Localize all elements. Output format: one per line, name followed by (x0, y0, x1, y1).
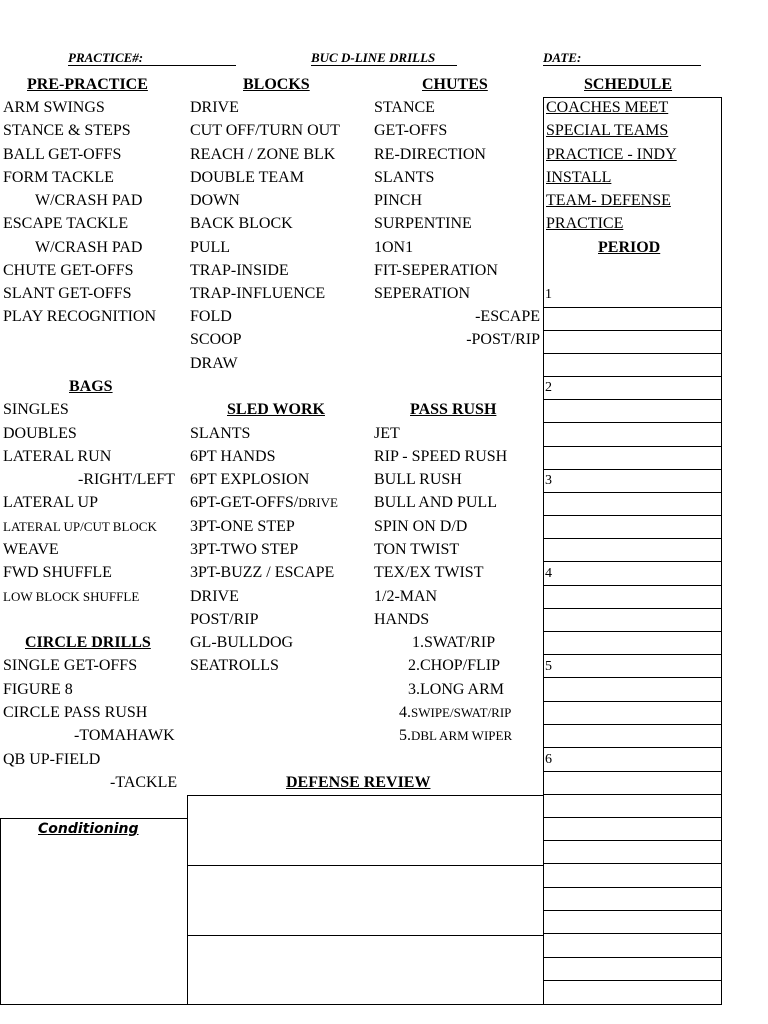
period-row-line (543, 585, 721, 586)
list-item: DRIVE (190, 99, 239, 116)
list-item: BULL RUSH (374, 471, 462, 488)
heading-period: PERIOD (598, 239, 661, 256)
list-item: 3PT-BUZZ / ESCAPE (190, 564, 335, 581)
period-number: 5 (545, 659, 552, 674)
period-row-line (543, 307, 721, 308)
sled-getoffs-drive: DRIVE (298, 495, 338, 510)
pass-rush-num: 4. (399, 704, 411, 721)
period-row-line (543, 654, 721, 655)
list-item (399, 726, 512, 746)
list-item: DOWN (190, 192, 240, 209)
list-item: 3PT-ONE STEP (190, 518, 295, 535)
list-item: PULL (190, 239, 230, 256)
heading-pre-practice: PRE-PRACTICE (27, 76, 148, 93)
period-number: 1 (545, 287, 552, 302)
heading-bags: BAGS (69, 378, 113, 395)
list-item: STANCE & STEPS (3, 122, 131, 139)
list-item: 3.LONG ARM (408, 681, 505, 698)
list-item: JET (374, 425, 400, 442)
heading-chutes: CHUTES (422, 76, 488, 93)
bottom-border (0, 1004, 543, 1005)
period-row-line (543, 376, 721, 377)
list-item: DOUBLES (3, 425, 77, 442)
period-row-line (543, 515, 721, 516)
list-item: 1.SWAT/RIP (412, 634, 496, 651)
period-row-line (543, 863, 721, 864)
list-item: FWD SHUFFLE (3, 564, 112, 581)
period-row-line (543, 399, 721, 400)
list-item: SURPENTINE (374, 215, 472, 232)
conditioning-top-border (0, 818, 187, 819)
schedule-right-border (721, 97, 722, 1005)
list-item: GET-OFFS (374, 122, 448, 139)
period-row-line (543, 887, 721, 888)
list-item: SLANT GET-OFFS (3, 285, 132, 302)
period-row-line (543, 446, 721, 447)
list-item: LATERAL UP/CUT BLOCK (3, 519, 157, 534)
list-item: LOW BLOCK SHUFFLE (3, 589, 140, 604)
list-item: CHUTE GET-OFFS (3, 262, 134, 279)
list-item: LATERAL RUN (3, 448, 112, 465)
schedule-item: INSTALL (546, 169, 612, 186)
list-item: CUT OFF/TURN OUT (190, 122, 340, 139)
list-item: -ESCAPE (475, 308, 540, 325)
date-line (543, 65, 701, 66)
list-item: 1ON1 (374, 239, 414, 256)
defense-review-row-line (187, 865, 543, 866)
period-row-line (543, 1004, 721, 1005)
practice-number-line (68, 65, 236, 66)
period-row-line (543, 771, 721, 772)
pass-rush-num: 5. (399, 727, 411, 744)
list-item: W/CRASH PAD (35, 239, 143, 256)
list-item: -TOMAHAWK (74, 727, 175, 744)
period-row-line (543, 492, 721, 493)
defense-review-left-border (187, 795, 188, 1005)
heading-conditioning: Conditioning (38, 821, 139, 837)
heading-blocks: BLOCKS (243, 76, 310, 93)
period-number: 3 (545, 473, 552, 488)
list-item: FIGURE 8 (3, 681, 73, 698)
schedule-item: SPECIAL TEAMS (546, 122, 669, 139)
list-item: DRAW (190, 355, 238, 372)
list-item: TON TWIST (374, 541, 460, 558)
heading-sled-work: SLED WORK (227, 401, 325, 418)
period-row-line (543, 980, 721, 981)
period-number: 6 (545, 752, 552, 767)
list-item: SLANTS (374, 169, 435, 186)
list-item: DOUBLE TEAM (190, 169, 304, 186)
list-item: HANDS (374, 611, 430, 628)
list-item: FOLD (190, 308, 232, 325)
list-item: FIT-SEPERATION (374, 262, 498, 279)
period-row-line (543, 677, 721, 678)
period-row-line (543, 608, 721, 609)
heading-pass-rush: PASS RUSH (410, 401, 497, 418)
practice-number-label: PRACTICE#: (68, 50, 144, 65)
period-row-line (543, 701, 721, 702)
list-item (399, 703, 511, 723)
list-item: 2.CHOP/FLIP (408, 657, 501, 674)
list-item: PINCH (374, 192, 423, 209)
schedule-item: PRACTICE (546, 215, 624, 232)
list-item: BACK BLOCK (190, 215, 293, 232)
list-item: CIRCLE PASS RUSH (3, 704, 148, 721)
period-row-line (543, 353, 721, 354)
period-row-line (543, 724, 721, 725)
list-item: WEAVE (3, 541, 59, 558)
list-item: BULL AND PULL (374, 494, 497, 511)
list-item: FORM TACKLE (3, 169, 114, 186)
period-row-line (543, 840, 721, 841)
list-item: SEPERATION (374, 285, 471, 302)
list-item: RIP - SPEED RUSH (374, 448, 508, 465)
schedule-left-border (543, 97, 544, 1005)
defense-review-row-line (187, 935, 543, 936)
list-item: SINGLE GET-OFFS (3, 657, 138, 674)
schedule-item: COACHES MEET (546, 99, 669, 116)
list-item: QB UP-FIELD (3, 751, 101, 768)
list-item: SCOOP (190, 331, 242, 348)
list-item: 1/2-MAN (374, 588, 438, 605)
page-title: BUC D-LINE DRILLS (311, 50, 436, 65)
sled-getoffs: 6PT-GET-OFFS/ (190, 494, 299, 511)
period-row-line (543, 422, 721, 423)
period-number: 4 (545, 566, 552, 581)
list-item: LATERAL UP (3, 494, 98, 511)
period-row-line (543, 631, 721, 632)
period-row-line (543, 910, 721, 911)
schedule-item: PRACTICE - INDY (546, 146, 677, 163)
period-row-line (543, 538, 721, 539)
period-row-line (543, 933, 721, 934)
list-item: PLAY RECOGNITION (3, 308, 157, 325)
pass-rush-text: SWIPE/SWAT/RIP (411, 705, 512, 720)
period-row-line (543, 794, 721, 795)
heading-schedule: SCHEDULE (584, 76, 673, 93)
list-item: ESCAPE TACKLE (3, 215, 129, 232)
list-item: RE-DIRECTION (374, 146, 486, 163)
period-row-line (543, 561, 721, 562)
heading-circle-drills: CIRCLE DRILLS (25, 634, 151, 651)
list-item: 6PT EXPLOSION (190, 471, 310, 488)
list-item: SLANTS (190, 425, 251, 442)
list-item: TRAP-INSIDE (190, 262, 289, 279)
list-item: POST/RIP (190, 611, 259, 628)
period-row-line (543, 469, 721, 470)
list-item: TEX/EX TWIST (374, 564, 484, 581)
schedule-top-border (543, 97, 721, 98)
list-item: STANCE (374, 99, 435, 116)
list-item: BALL GET-OFFS (3, 146, 122, 163)
pass-rush-text: DBL ARM WIPER (411, 728, 513, 743)
title-underline (311, 65, 457, 66)
list-item: SPIN ON D/D (374, 518, 468, 535)
list-item: SINGLES (3, 401, 69, 418)
list-item: REACH / ZONE BLK (190, 146, 336, 163)
period-row-line (543, 957, 721, 958)
list-item: W/CRASH PAD (35, 192, 143, 209)
list-item: 6PT HANDS (190, 448, 276, 465)
list-item: DRIVE (190, 588, 239, 605)
heading-defense-review: DEFENSE REVIEW (286, 774, 431, 791)
list-item (190, 493, 338, 513)
list-item: 3PT-TWO STEP (190, 541, 299, 558)
date-label: DATE: (543, 50, 582, 65)
period-row-line (543, 747, 721, 748)
conditioning-left-border (0, 818, 1, 1004)
schedule-item: TEAM- DEFENSE (546, 192, 671, 209)
defense-review-top-border (187, 795, 543, 796)
list-item: -POST/RIP (466, 331, 540, 348)
list-item: -RIGHT/LEFT (78, 471, 175, 488)
list-item: TRAP-INFLUENCE (190, 285, 326, 302)
list-item: SEATROLLS (190, 657, 279, 674)
list-item: ARM SWINGS (3, 99, 105, 116)
period-row-line (543, 817, 721, 818)
period-number: 2 (545, 380, 552, 395)
list-item: GL-BULLDOG (190, 634, 294, 651)
period-row-line (543, 330, 721, 331)
list-item: -TACKLE (110, 774, 178, 791)
